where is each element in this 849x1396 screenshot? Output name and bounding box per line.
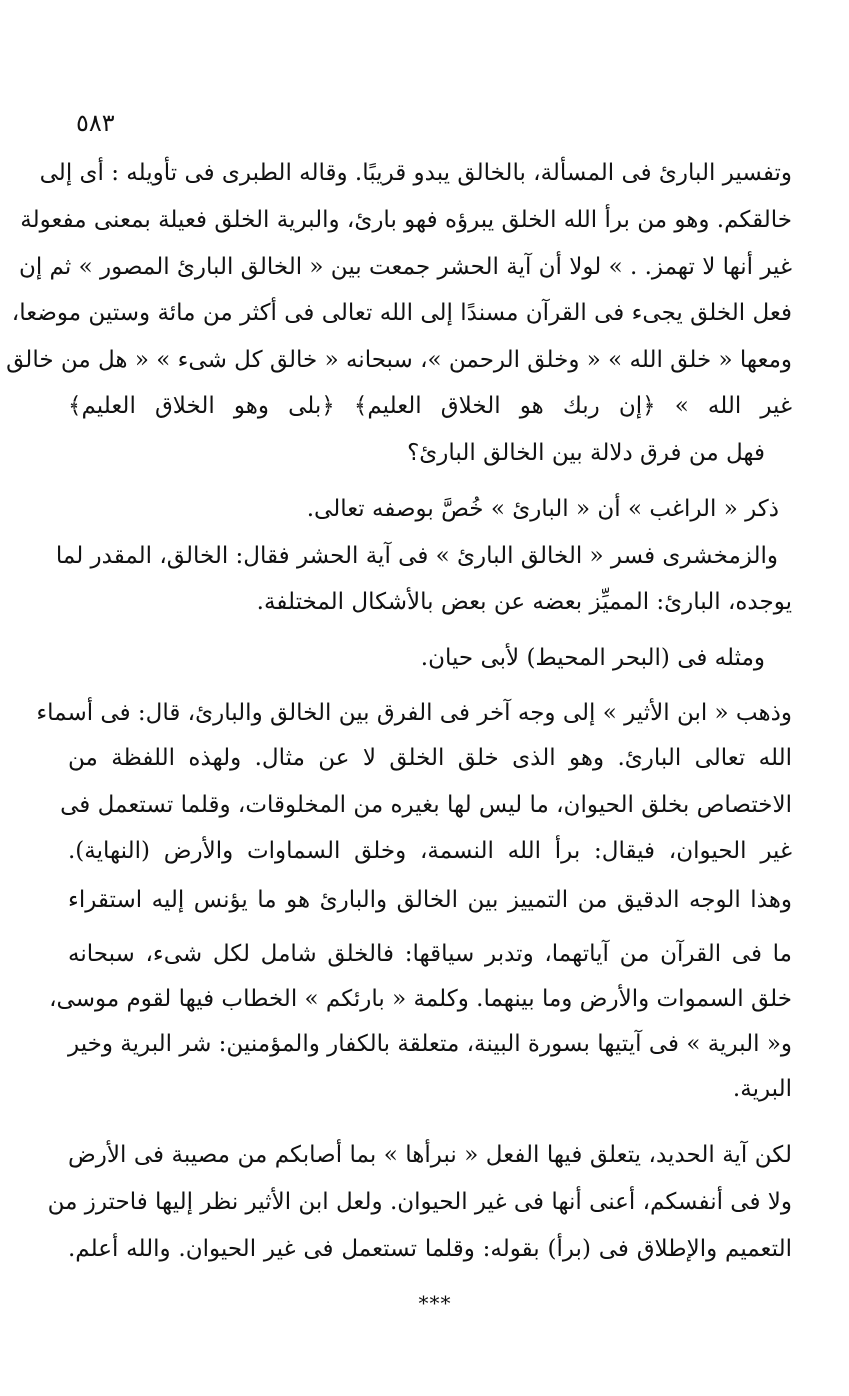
body-line: لكن آية الحديد، يتعلق فيها الفعل « نبرأها » بما أصابكم من مصيبة فى الأرض (68, 1142, 792, 1168)
body-line: البرية. (732, 1076, 792, 1102)
body-line: ما فى القرآن من آياتهما، وتدبر سياقها: فالخلق شامل لكل شىء، سبحانه (68, 941, 792, 967)
body-line: يوجده، البارئ: المميِّز بعضه عن بعض بالأشكال المختلفة. (256, 589, 792, 615)
body-line: التعميم والإطلاق فى (برأ) بقوله: وقلما تستعمل فى غير الحيوان. والله أعلم. (68, 1236, 792, 1262)
body-line: وذهب « ابن الأثير » إلى وجه آخر فى الفرق بين الخالق والبارئ، قال: فى أسماء (36, 700, 792, 726)
page-number: ٥٨٣ (76, 109, 115, 137)
section-ornament: *** (418, 1291, 452, 1315)
body-line: خلق السموات والأرض وما بينهما. وكلمة « بارئكم » الخطاب فيها لقوم موسى، (49, 986, 792, 1012)
body-line: خالقكم. وهو من برأ الله الخلق يبرؤه فهو بارئ، والبرية الخلق فعيلة بمعنى مفعولة (20, 207, 792, 233)
body-line: وتفسير البارئ فى المسألة، بالخالق يبدو قريبًا. وقاله الطبرى فى تأويله : أى إلى (39, 160, 792, 186)
body-line: الله تعالى البارئ. وهو الذى خلق الخلق لا عن مثال. ولهذه اللفظة من (68, 745, 792, 771)
body-line: ومثله فى (البحر المحيط) لأبى حيان. (420, 645, 765, 671)
body-line: ولا فى أنفسكم، أعنى أنها فى غير الحيوان. ولعل ابن الأثير نظر إليها فاحترز من (47, 1189, 792, 1215)
body-line: ذكر « الراغب » أن « البارئ » خُصَّ بوصفه تعالى. (306, 496, 779, 522)
body-line: و« البرية » فى آيتيها بسورة البينة، متعلقة بالكفار والمؤمنين: شر البرية وخير (68, 1031, 792, 1057)
body-line: والزمخشرى فسر « الخالق البارئ » فى آية الحشر فقال: الخالق، المقدر لما (55, 543, 778, 569)
body-line: ومعها « خلق الله » « وخلق الرحمن »، سبحانه « خالق كل شىء » « هل من خالق (6, 347, 792, 373)
body-line: الاختصاص بخلق الحيوان، ما ليس لها بغيره من المخلوقات، وقلما تستعمل فى (60, 792, 792, 818)
body-line: غير الحيوان، فيقال: برأ الله النسمة، وخلق السماوات والأرض (النهاية). (68, 838, 792, 864)
body-line: وهذا الوجه الدقيق من التمييز بين الخالق والبارئ هو ما يؤنس إليه استقراء (68, 887, 792, 913)
question-line: فهل من فرق دلالة بين الخالق البارئ؟ (407, 440, 765, 466)
body-line: فعل الخلق يجىء فى القرآن مسندًا إلى الله تعالى فى أكثر من مائة وستين موضعا، (11, 300, 792, 326)
body-line: غير الله » ﴿إن ربك هو الخلاق العليم﴾ ﴿بلى وهو الخلاق العليم﴾ (68, 393, 792, 419)
body-line: غير أنها لا تهمز. . » لولا أن آية الحشر جمعت بين « الخالق البارئ المصور » ثم إن (18, 254, 792, 280)
